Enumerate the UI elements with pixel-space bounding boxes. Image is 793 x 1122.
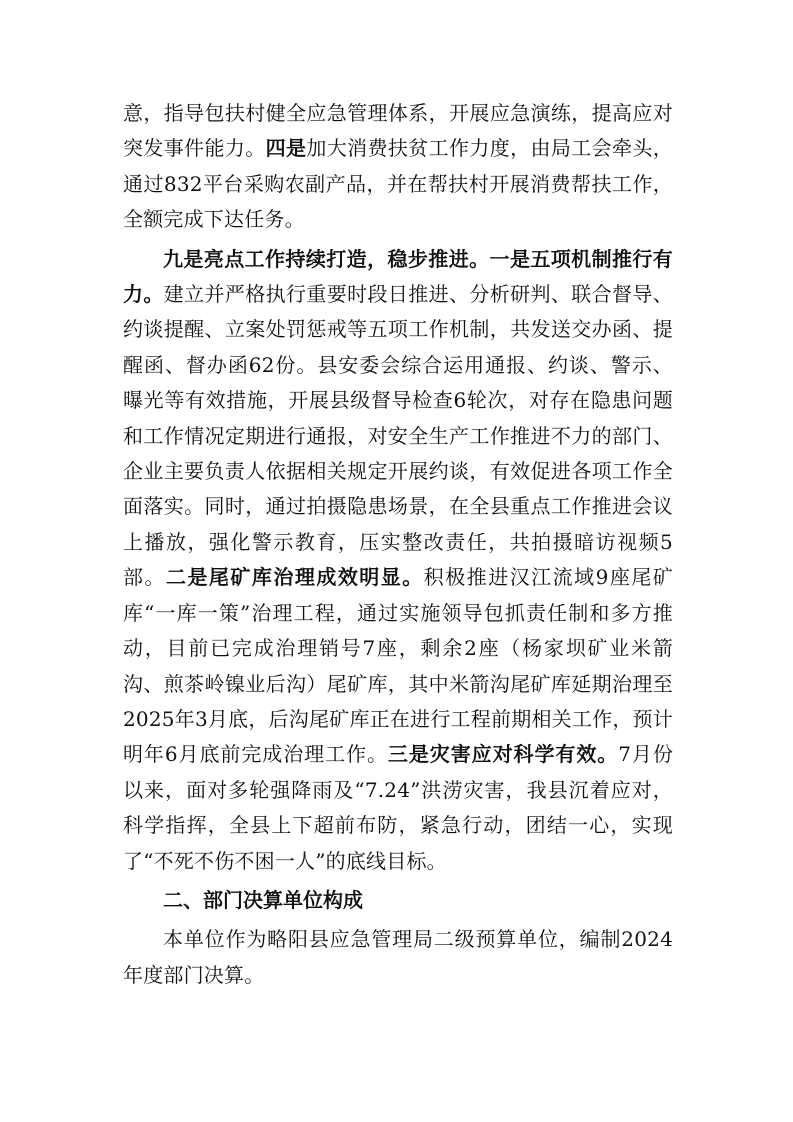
bold-run: 九是亮点工作持续打造，稳步推进。一是五项机制推行有力。 (123, 246, 673, 307)
text-run: 建立并严格执行重要时段日推进、分析研判、联合督导、约谈提醒、立案处罚惩戒等五项工作机制，共发送交办函、提醒函、督办函62份。县安委会综合运用通报、约谈、警示、曝光等有效措施，开展县级督导检查6轮次，对存在隐患问题和工作情况定期进行通报，对安全生产工作推进不力的部门、企业主要负责人依据相关规定开展约谈，有效促进各项工作全面落实。同时，通过拍摄隐患场景，在全县重点工作推进会议上播放，强化警示教育，压实整改责任，共拍摄暗访视频5部。 (123, 282, 674, 590)
paragraph-highlight-work (123, 242, 673, 879)
bold-run: 四是 (265, 136, 307, 161)
document-page (123, 96, 673, 993)
section-heading: 二、部门决算单位构成 (163, 887, 363, 912)
paragraph-unit-composition: 本单位作为略阳县应急管理局二级预算单位，编制2024年度部门决算。 (123, 927, 673, 987)
paragraph-consumption-poverty (123, 96, 673, 238)
text-run: 积极推进汉江流域9座尾矿库“一库一策”治理工程，通过实施领导包抓责任制和多方推动，目前已完成治理销号7座，剩余2座（杨家坝矿业米箭沟、煎茶岭镍业后沟）尾矿库，其中米箭沟尾矿库延期治理至2025年3月底，后沟尾矿库正在进行工程前期相关工作，预计明年6月底前完成治理工作。 (123, 565, 673, 767)
text-run: 意，指导包扶村健全应急管理体系，开展应急演练，提高应对突发事件能力。 (123, 101, 673, 161)
bold-run: 二是尾矿库治理成效明显。 (165, 565, 424, 590)
text-run: 7月份以来，面对多轮强降雨及“7.24”洪涝灾害，我县沉着应对，科学指挥，全县上下超前布防，紧急行动，团结一心，实现了“不死不伤不困一人”的底线目标。 (123, 742, 674, 873)
bold-run: 三是灾害应对科学有效。 (387, 742, 619, 767)
text-run: 加大消费扶贫工作力度，由局工会牵头，通过832平台采购农副产品，并在帮扶村开展消费帮扶工作，全额完成下达任务。 (123, 136, 673, 232)
